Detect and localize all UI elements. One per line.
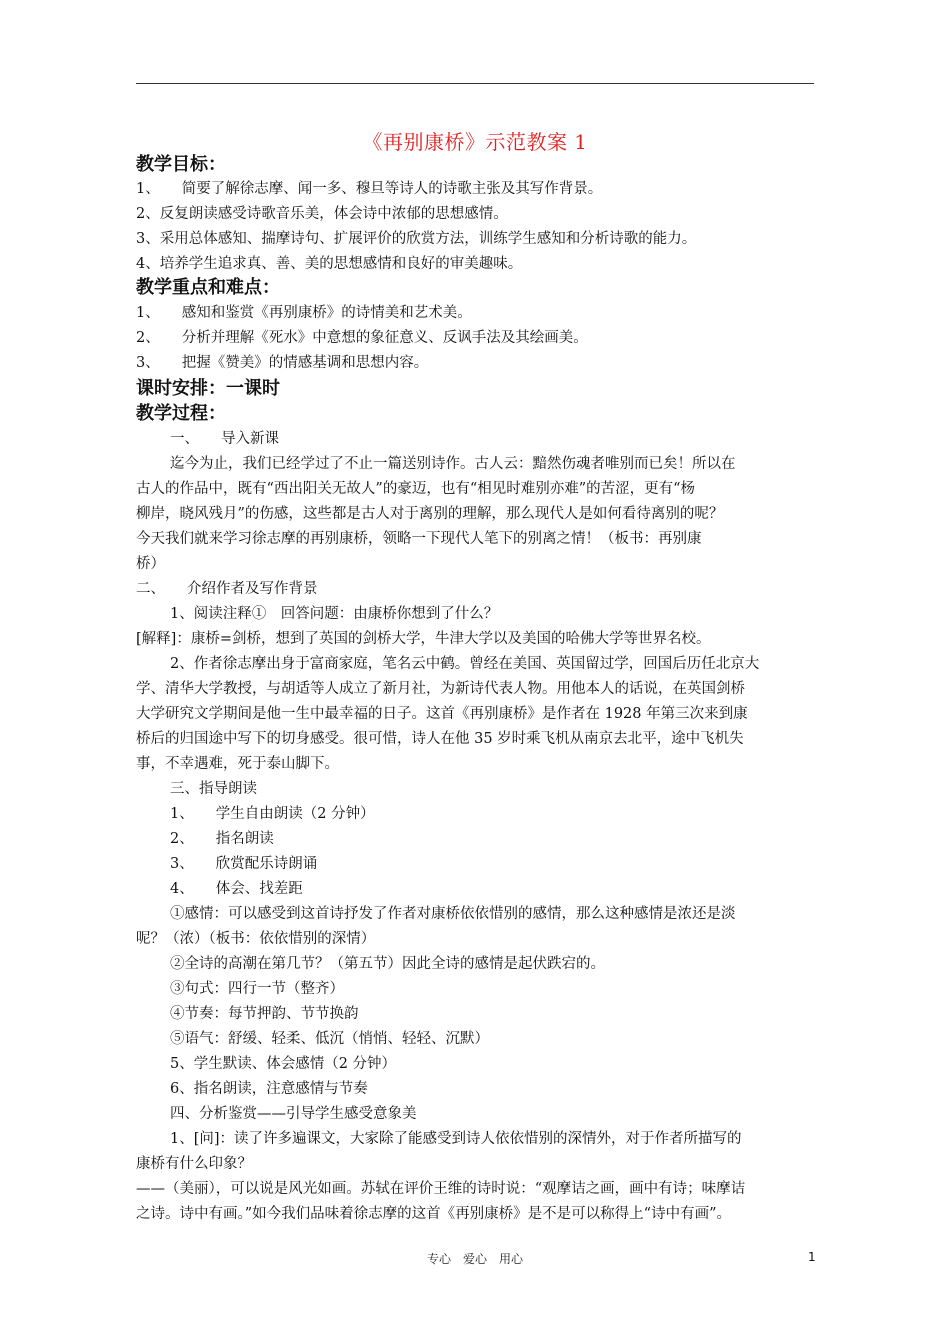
goal-item: 3、采用总体感知、揣摩诗句、扩展评价的欣赏方法，训练学生感知和分析诗歌的能力。 — [136, 231, 697, 247]
heading-process: 教学过程： — [136, 403, 226, 424]
section-3-heading: 三、指导朗读 — [170, 781, 257, 797]
section-4-heading: 四、分析鉴赏——引导学生感受意象美 — [170, 1106, 417, 1122]
document-title: 《再别康桥》示范教案 1 — [362, 130, 588, 154]
paragraph-line: 事，不幸遇难，死于泰山脚下。 — [136, 756, 339, 772]
detail-line: ①感情：可以感受到这首诗抒发了作者对康桥依依惜别的感情，那么这种感情是浓还是淡 — [170, 906, 736, 922]
paragraph-line: 桥） — [136, 556, 165, 572]
page-number: 1 — [808, 1250, 816, 1264]
reading-step: 2、 指名朗读 — [170, 831, 274, 847]
paragraph-line: ——（美丽），可以说是风光如画。苏轼在评价王维的诗时说：“观摩诘之画，画中有诗；味摩诘 — [136, 1181, 746, 1197]
paragraph-line: 古人的作品中，既有“西出阳关无故人”的豪迈，也有“相见时难别亦难”的苦涩，更有“杨 — [136, 481, 696, 497]
paragraph-line: 桥后的归国途中写下的切身感受。很可惜，诗人在他 35 岁时乘飞机从南京去北平，途中飞机失 — [136, 731, 744, 747]
heading-key-points: 教学重点和难点： — [136, 277, 280, 298]
paragraph-line: 之诗。诗中有画。”如今我们品味着徐志摩的这首《再别康桥》是不是可以称得上“诗中有画”。 — [136, 1206, 731, 1222]
detail-line: ②全诗的高潮在第几节？（第五节）因此全诗的感情是起伏跌宕的。 — [170, 956, 605, 972]
key-point-item: 1、 感知和鉴赏《再别康桥》的诗情美和艺术美。 — [136, 305, 472, 321]
header-rule — [136, 83, 814, 84]
key-point-item: 3、 把握《赞美》的情感基调和思想内容。 — [136, 355, 429, 371]
paragraph-line: 2、作者徐志摩出身于富商家庭，笔名云中鹤。曾经在美国、英国留过学，回国后历任北京大 — [170, 656, 760, 672]
reading-step: 4、 体会、找差距 — [170, 881, 303, 897]
section-2-heading: 二、 介绍作者及写作背景 — [136, 581, 318, 597]
paragraph-line: 柳岸，晓风残月”的伤感，这些都是古人对于离别的理解，那么现代人是如何看待离别的呢？ — [136, 506, 724, 522]
heading-schedule: 课时安排：一课时 — [136, 378, 280, 399]
goal-item: 4、培养学生追求真、善、美的思想感情和良好的审美趣味。 — [136, 256, 523, 272]
detail-line: 5、学生默读、体会感情（2 分钟） — [170, 1056, 397, 1072]
section-1-heading: 一、 导入新课 — [170, 431, 279, 447]
page-footer: 专心 爱心 用心 — [426, 1252, 523, 1266]
key-point-item: 2、 分析并理解《死水》中意想的象征意义、反讽手法及其绘画美。 — [136, 330, 588, 346]
heading-teaching-goals: 教学目标： — [136, 154, 226, 175]
question-line: 1、阅读注释① 回答问题：由康桥你想到了什么？ — [170, 606, 499, 622]
goal-item: 1、 简要了解徐志摩、闻一多、穆旦等诗人的诗歌主张及其写作背景。 — [136, 181, 603, 197]
answer-line: [解释]：康桥=剑桥，想到了英国的剑桥大学，牛津大学以及美国的哈佛大学等世界名校。 — [136, 631, 711, 647]
goal-item: 2、反复朗读感受诗歌音乐美，体会诗中浓郁的思想感情。 — [136, 206, 508, 222]
detail-line: ⑤语气：舒缓、轻柔、低沉（悄悄、轻轻、沉默） — [170, 1031, 489, 1047]
paragraph-line: 学、清华大学教授，与胡适等人成立了新月社，为新诗代表人物。用他本人的话说，在英国剑桥 — [136, 681, 745, 697]
detail-line: 呢？（浓）（板书：依依惜别的深情） — [136, 931, 376, 947]
detail-line: ③句式：四行一节（整齐） — [170, 981, 344, 997]
paragraph-line: 迄今为止，我们已经学过了不止一篇送别诗作。古人云：黯然伤魂者唯别而已矣！所以在 — [170, 456, 736, 472]
detail-line: 6、指名朗读，注意感情与节奏 — [170, 1081, 368, 1097]
paragraph-line: 今天我们就来学习徐志摩的再别康桥，领略一下现代人笔下的别离之情！（板书：再别康 — [136, 531, 702, 547]
paragraph-line: 康桥有什么印象？ — [136, 1156, 252, 1172]
paragraph-line: 1、[问]：读了许多遍课文，大家除了能感受到诗人依依惜别的深情外，对于作者所描写的 — [170, 1131, 742, 1147]
reading-step: 1、 学生自由朗读（2 分钟） — [170, 806, 375, 822]
paragraph-line: 大学研究文学期间是他一生中最幸福的日子。这首《再别康桥》是作者在 1928 年第三次来到康 — [136, 706, 748, 722]
reading-step: 3、 欣赏配乐诗朗诵 — [170, 856, 318, 872]
detail-line: ④节奏：每节押韵、节节换韵 — [170, 1006, 359, 1022]
